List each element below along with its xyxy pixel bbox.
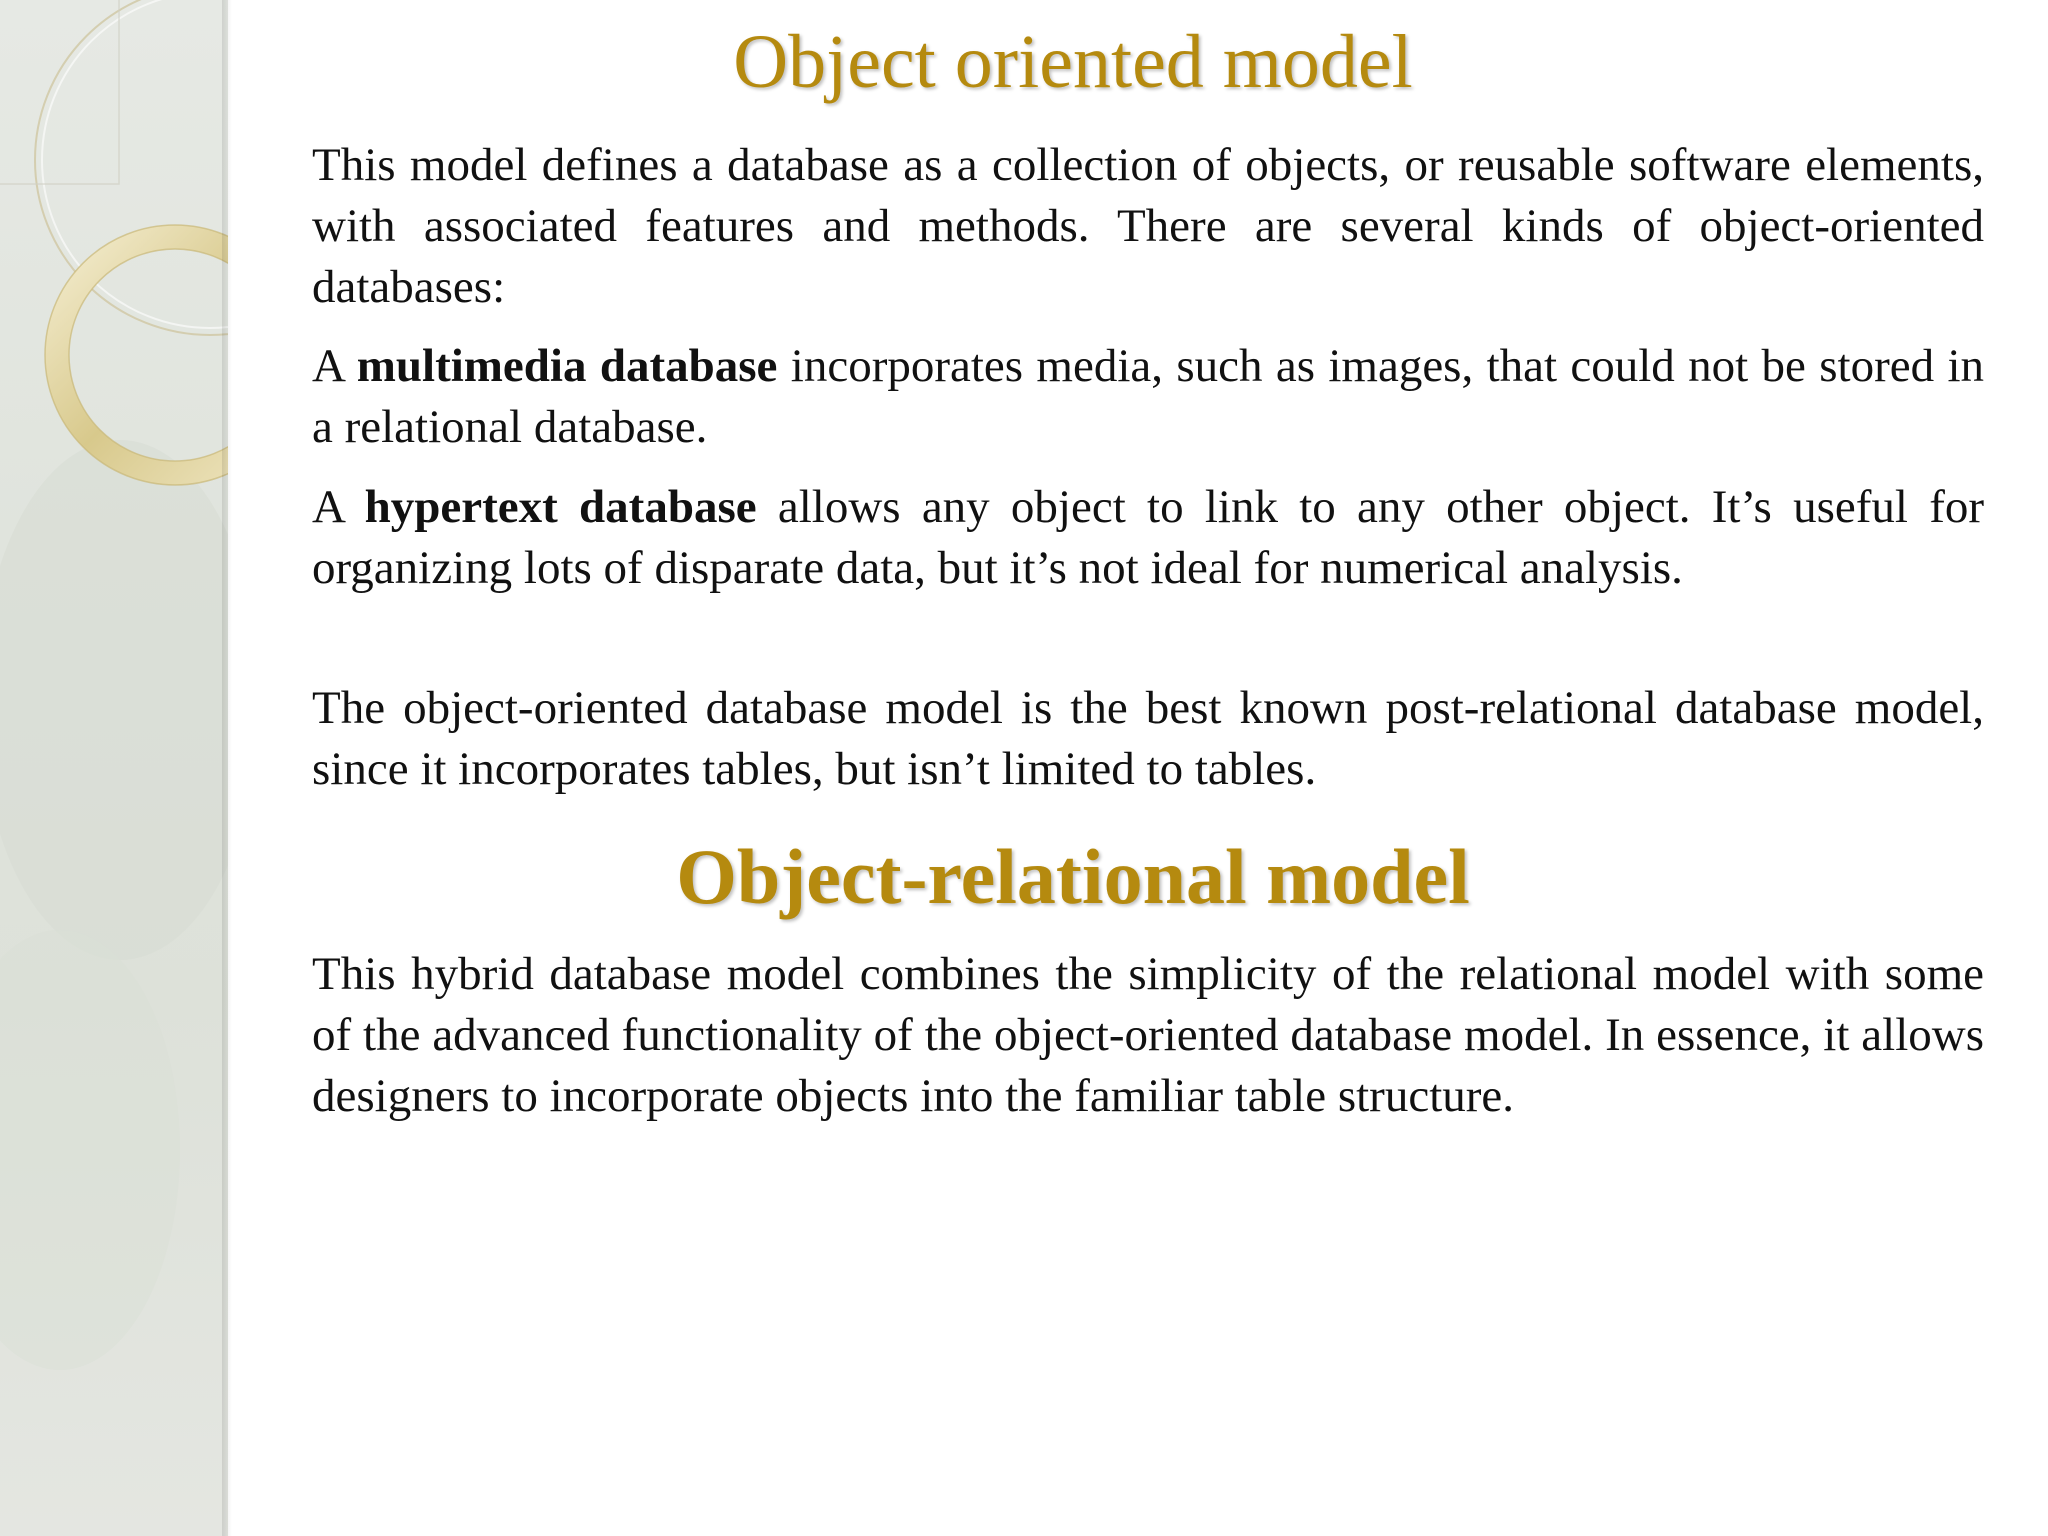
decorative-sidebar bbox=[0, 0, 228, 1536]
decorative-rings-icon bbox=[0, 0, 228, 1536]
hypertext-paragraph bbox=[312, 477, 1984, 599]
multimedia-text: incorporates media, such as images, that could not be stored in a relational database. bbox=[312, 340, 1985, 453]
hybrid-paragraph: This hybrid database model combines the simplicity of the relational model with some of the advanced functionality of the object-oriented database model. In essence, it allows designers to incorporate objects into the familiar table structure. bbox=[312, 948, 1984, 1122]
hypertext-text: allows any object to link to any other object. It’s useful for organizing lots of disparate data, but it’s not ideal for numerical analysis. bbox=[312, 481, 1984, 594]
multimedia-term: multimedia database bbox=[356, 340, 778, 392]
multimedia-paragraph bbox=[312, 336, 1984, 458]
section-title: Object-relational model bbox=[676, 833, 1470, 920]
sidebar-divider bbox=[222, 0, 232, 1536]
hypertext-term: hypertext database bbox=[364, 481, 757, 533]
multimedia-prefix: A bbox=[312, 340, 344, 392]
intro-paragraph: This model defines a database as a collection of objects, or reusable software elements, with associated features and methods. There are several kinds of object-oriented databases: bbox=[312, 139, 1984, 313]
slide-title: Object oriented model bbox=[733, 20, 1413, 104]
hypertext-prefix: A bbox=[312, 481, 344, 533]
conclusion-paragraph: The object-oriented database model is the best known post-relational database model, since it incorporates tables, but isn’t limited to tables. bbox=[312, 682, 1984, 795]
